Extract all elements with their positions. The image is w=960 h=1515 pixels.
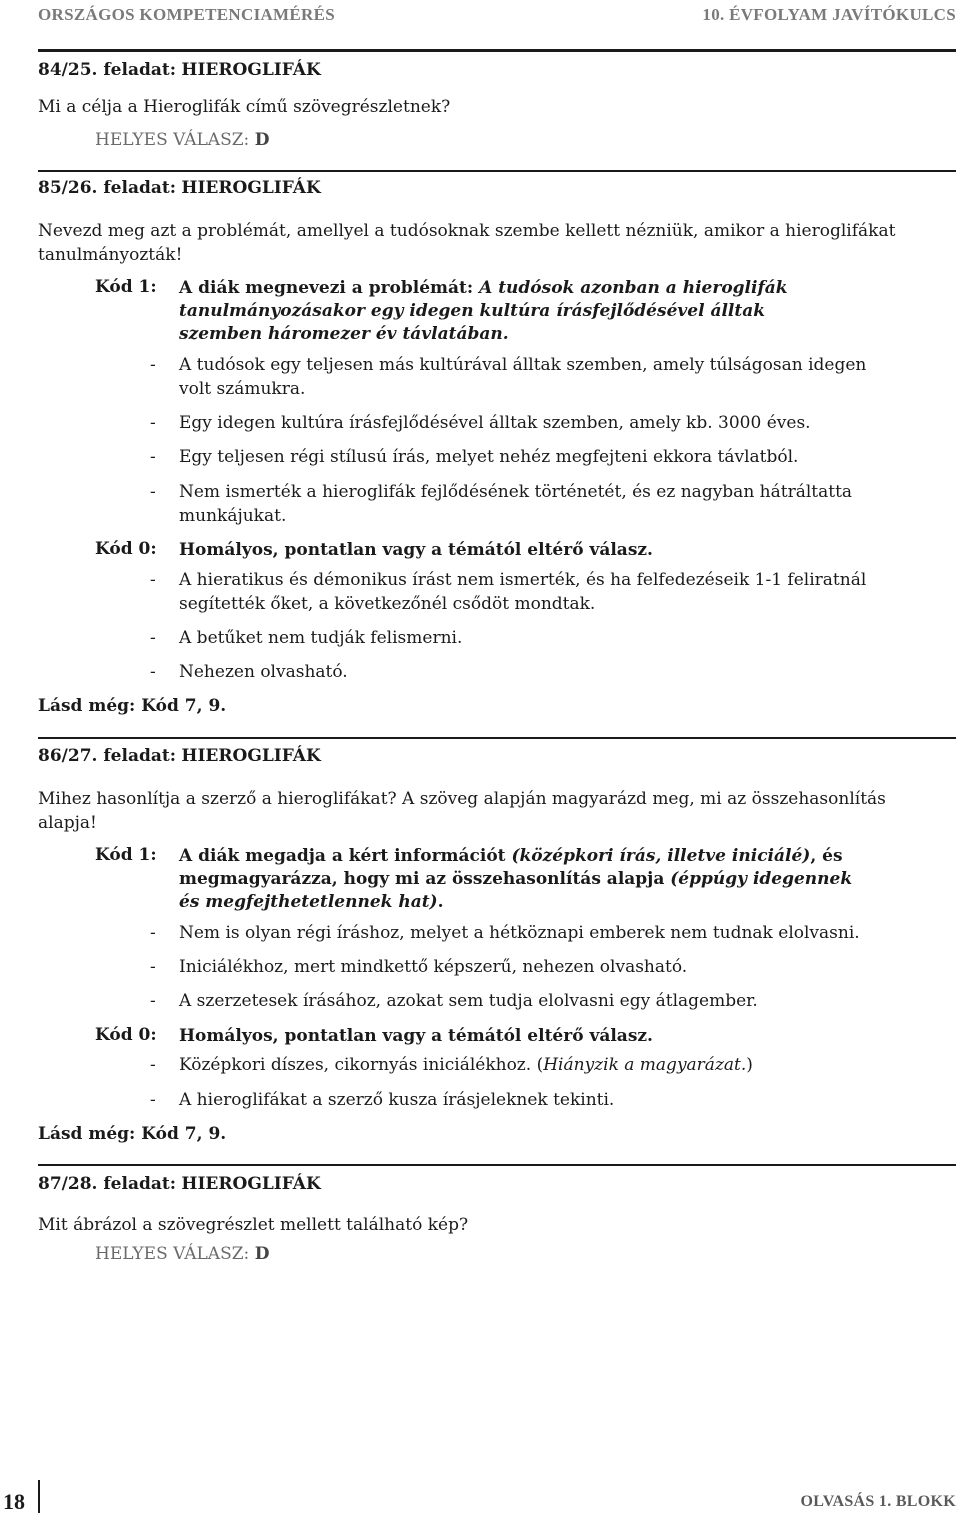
task-85-kod1-item: Egy teljesen régi stílusú írás, melyet nehéz megfejteni ekkora távlatból.	[179, 447, 799, 467]
task-86-kod1-label: Kód 1:	[95, 845, 157, 865]
footer-vertical-rule	[38, 1480, 40, 1513]
task-85-question-line1: Nevezd meg azt a problémát, amellyel a tudósoknak szembe kellett nézniük, amikor a hieroglifákat	[38, 221, 896, 241]
task-84-answer	[95, 128, 269, 152]
task-number: 87/28. feladat:	[38, 1174, 176, 1194]
bullet-dash: -	[150, 355, 156, 375]
task-85-kod1-item: Egy idegen kultúra írásfejlődésével álltak szemben, amely kb. 3000 éves.	[179, 413, 811, 433]
task-86-kod1-item: Nem is olyan régi íráshoz, melyet a hétköznapi emberek nem tudnak elolvasni.	[179, 923, 860, 943]
bullet-dash: -	[150, 413, 156, 433]
bullet-dash: -	[150, 628, 156, 648]
header-right: 10. ÉVFOLYAM JAVÍTÓKULCS	[702, 5, 956, 24]
task-86-lasd-meg: Lásd még: Kód 7, 9.	[38, 1124, 227, 1144]
bullet-dash: -	[150, 482, 156, 502]
task-number: 86/27. feladat:	[38, 746, 176, 766]
divider-85	[38, 170, 956, 172]
task-85-question-line2: tanulmányozták!	[38, 245, 183, 265]
task-85-kod0-label: Kód 0:	[95, 539, 157, 559]
divider-87	[38, 1164, 956, 1166]
answer-value: D	[254, 130, 270, 150]
task-85-kod0-item: A hieratikus és démonikus írást nem ismerték, és ha felfedezéseik 1-1 feliratnál	[179, 570, 867, 590]
task-name: HIEROGLIFÁK	[181, 1174, 321, 1194]
task-87-question: Mit ábrázol a szövegrészlet mellett található kép?	[38, 1215, 469, 1235]
divider-86	[38, 737, 956, 739]
task-85-kod1-line2: tanulmányozásakor egy idegen kultúra írásfejlődésével álltak	[179, 301, 766, 321]
task-84-title	[38, 60, 321, 80]
task-85-lasd-meg: Lásd még: Kód 7, 9.	[38, 696, 227, 716]
bullet-dash: -	[150, 991, 156, 1011]
task-85-kod0-item-cont: segítették őket, a következőnél csődöt mondtak.	[179, 594, 596, 614]
answer-label: HELYES VÁLASZ:	[95, 130, 250, 150]
task-86-kod0-item: Középkori díszes, cikornyás iniciálékhoz. (Hiányzik a magyarázat.)	[179, 1055, 753, 1075]
page-number: 18	[3, 1489, 25, 1514]
task-86-kod1-line2: megmagyarázza, hogy mi az összehasonlítás alapja (éppúgy idegennek	[179, 869, 853, 889]
task-86-question-line1: Mihez hasonlítja a szerző a hieroglifákat? A szöveg alapján magyarázd meg, mi az összehasonlítás	[38, 789, 886, 809]
task-85-kod1-item-cont: munkájukat.	[179, 506, 287, 526]
header-left: ORSZÁGOS KOMPETENCIAMÉRÉS	[38, 5, 336, 24]
task-name: HIEROGLIFÁK	[181, 178, 321, 198]
task-85-title	[38, 178, 321, 198]
answer-value: D	[254, 1244, 270, 1264]
bullet-dash: -	[150, 957, 156, 977]
task-86-title	[38, 746, 321, 766]
bullet-dash: -	[150, 662, 156, 682]
bullet-dash: -	[150, 923, 156, 943]
task-86-kod1-line3: és megfejthetetlennek hat).	[179, 892, 444, 912]
task-87-answer	[95, 1242, 269, 1266]
task-84-question: Mi a célja a Hieroglifák című szövegrészletnek?	[38, 97, 451, 117]
task-85-kod1-label: Kód 1:	[95, 277, 157, 297]
bullet-dash: -	[150, 1055, 156, 1075]
bullet-dash: -	[150, 447, 156, 467]
task-85-kod0-text: Homályos, pontatlan vagy a témától eltérő válasz.	[179, 540, 653, 560]
task-86-kod1-item: Iniciálékhoz, mert mindkettő képszerű, nehezen olvasható.	[179, 957, 688, 977]
task-87-title	[38, 1174, 321, 1194]
task-86-kod0-item: A hieroglifákat a szerző kusza írásjeleknek tekinti.	[179, 1090, 615, 1110]
task-name: HIEROGLIFÁK	[181, 60, 321, 80]
task-86-question-line2: alapja!	[38, 813, 97, 833]
task-85-kod0-item: Nehezen olvasható.	[179, 662, 348, 682]
task-86-kod1-item: A szerzetesek írásához, azokat sem tudja elolvasni egy átlagember.	[179, 991, 758, 1011]
task-86-kod0-text: Homályos, pontatlan vagy a témától eltérő válasz.	[179, 1026, 653, 1046]
answer-label: HELYES VÁLASZ:	[95, 1244, 250, 1264]
task-name: HIEROGLIFÁK	[181, 746, 321, 766]
footer-block-label: OLVASÁS 1. BLOKK	[800, 1493, 956, 1510]
task-number: 85/26. feladat:	[38, 178, 176, 198]
task-85-kod1-line1: A diák megnevezi a problémát: A tudósok azonban a hieroglifák	[179, 278, 788, 298]
task-85-kod1-item: A tudósok egy teljesen más kultúrával álltak szemben, amely túlságosan idegen	[179, 355, 867, 375]
bullet-dash: -	[150, 570, 156, 590]
task-85-kod1-item-cont: volt számukra.	[179, 379, 306, 399]
task-86-kod1-line1: A diák megadja a kért információt (középkori írás, illetve iniciálé), és	[179, 846, 843, 866]
header-rule	[38, 49, 956, 52]
task-85-kod1-item: Nem ismerték a hieroglifák fejlődésének történetét, és ez nagyban hátráltatta	[179, 482, 853, 502]
task-85-kod0-item: A betűket nem tudják felismerni.	[179, 628, 463, 648]
task-number: 84/25. feladat:	[38, 60, 176, 80]
task-86-kod0-label: Kód 0:	[95, 1025, 157, 1045]
task-85-kod1-line3: szemben háromezer év távlatában.	[179, 324, 509, 344]
bullet-dash: -	[150, 1090, 156, 1110]
